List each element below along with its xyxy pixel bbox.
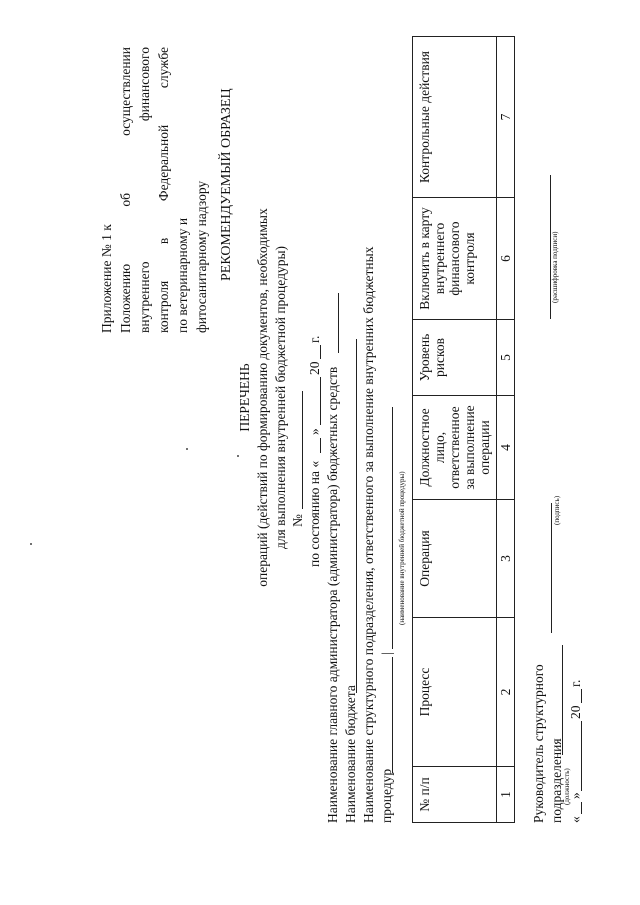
appendix-line-3: внутреннего финансового [137, 47, 152, 333]
header-number: № п/п [413, 767, 497, 823]
date-year-blank [581, 689, 582, 703]
column-number-7: 7 [497, 37, 515, 198]
unit-label-line-1: Наименование структурного подразделения, ответственного за выполнение внутренних бюджетных [361, 246, 376, 823]
scan-speck [237, 455, 239, 457]
as-of-year: 20 [307, 361, 322, 375]
number-sign: № [290, 514, 305, 527]
as-of-day-blank [320, 438, 321, 453]
title-line-1: операций (действий по формированию документов, необходимых [255, 208, 270, 587]
date-year: 20 [568, 705, 583, 719]
unit-label-line-2: процедур [379, 768, 394, 823]
as-of-month-blank [320, 377, 321, 425]
number-blank [302, 391, 303, 509]
table-row [497, 37, 515, 823]
as-of-suffix: г. [307, 335, 322, 343]
scan-speck [186, 448, 188, 450]
header-responsible-official: Должностное лицо, ответственное за выполнение операции [413, 396, 497, 500]
procedure-blank [392, 407, 393, 649]
appendix-block [97, 47, 211, 333]
header-process: Процесс [413, 618, 497, 767]
appendix-line-6: фитосанитарному надзору [194, 180, 209, 333]
as-of-year-blank [320, 345, 321, 359]
header-include-in-control-map: Включить в карту внутреннего финансового контроля [413, 198, 497, 320]
date-close-quote: » [568, 792, 583, 799]
unit-divider: | [379, 652, 394, 655]
date-day-blank [581, 802, 582, 814]
head-label-line-2: подразделения [549, 738, 564, 823]
column-number-5: 5 [497, 320, 515, 396]
column-number-4: 4 [497, 396, 515, 500]
budget-label: Наименование бюджета [343, 685, 358, 823]
as-of-quote: » [307, 428, 322, 435]
signature-caption: (подпись) [553, 495, 561, 525]
header-control-actions: Контрольные действия [413, 37, 497, 198]
scan-speck [30, 543, 32, 545]
as-of-prefix: по состоянию на « [307, 460, 322, 567]
main-admin-blank [338, 293, 339, 353]
column-number-3: 3 [497, 500, 515, 618]
date-suffix: г. [568, 679, 583, 687]
name-caption: (расшифровка подписи) [551, 231, 559, 303]
title-line-2: для выполнения внутренней бюджетной процедуры) [273, 245, 288, 550]
document-heading: ПЕРЕЧЕНЬ [237, 363, 252, 432]
appendix-line-5: по ветеринарному и [175, 217, 190, 333]
column-number-6: 6 [497, 198, 515, 320]
sample-label: РЕКОМЕНДУЕМЫЙ ОБРАЗЕЦ [219, 88, 234, 281]
appendix-line-1: Приложение № 1 к [99, 224, 114, 333]
head-label-line-1: Руководитель структурного [531, 664, 546, 823]
date-month-blank [581, 721, 582, 791]
date-open-quote: « [568, 816, 583, 823]
position-caption: (должность) [563, 768, 571, 805]
unit-blank-left [392, 657, 393, 773]
operations-table [412, 36, 515, 823]
procedure-caption: (наименование внутренней бюджетной процедуры) [398, 471, 406, 625]
signature-blank [551, 503, 552, 633]
position-blank [562, 645, 563, 755]
column-number-2: 2 [497, 618, 515, 767]
appendix-line-4: контроля в Федеральной службе [156, 47, 171, 333]
appendix-line-2: Положению об осуществлении [118, 47, 133, 333]
main-admin-label: Наименование главного администратора (администратора) бюджетных средств [325, 366, 340, 823]
header-risk-level: Уровень рисков [413, 320, 497, 396]
header-operation: Операция [413, 500, 497, 618]
column-number-1: 1 [497, 767, 515, 823]
table-header-row [413, 37, 497, 823]
budget-blank [356, 339, 357, 693]
